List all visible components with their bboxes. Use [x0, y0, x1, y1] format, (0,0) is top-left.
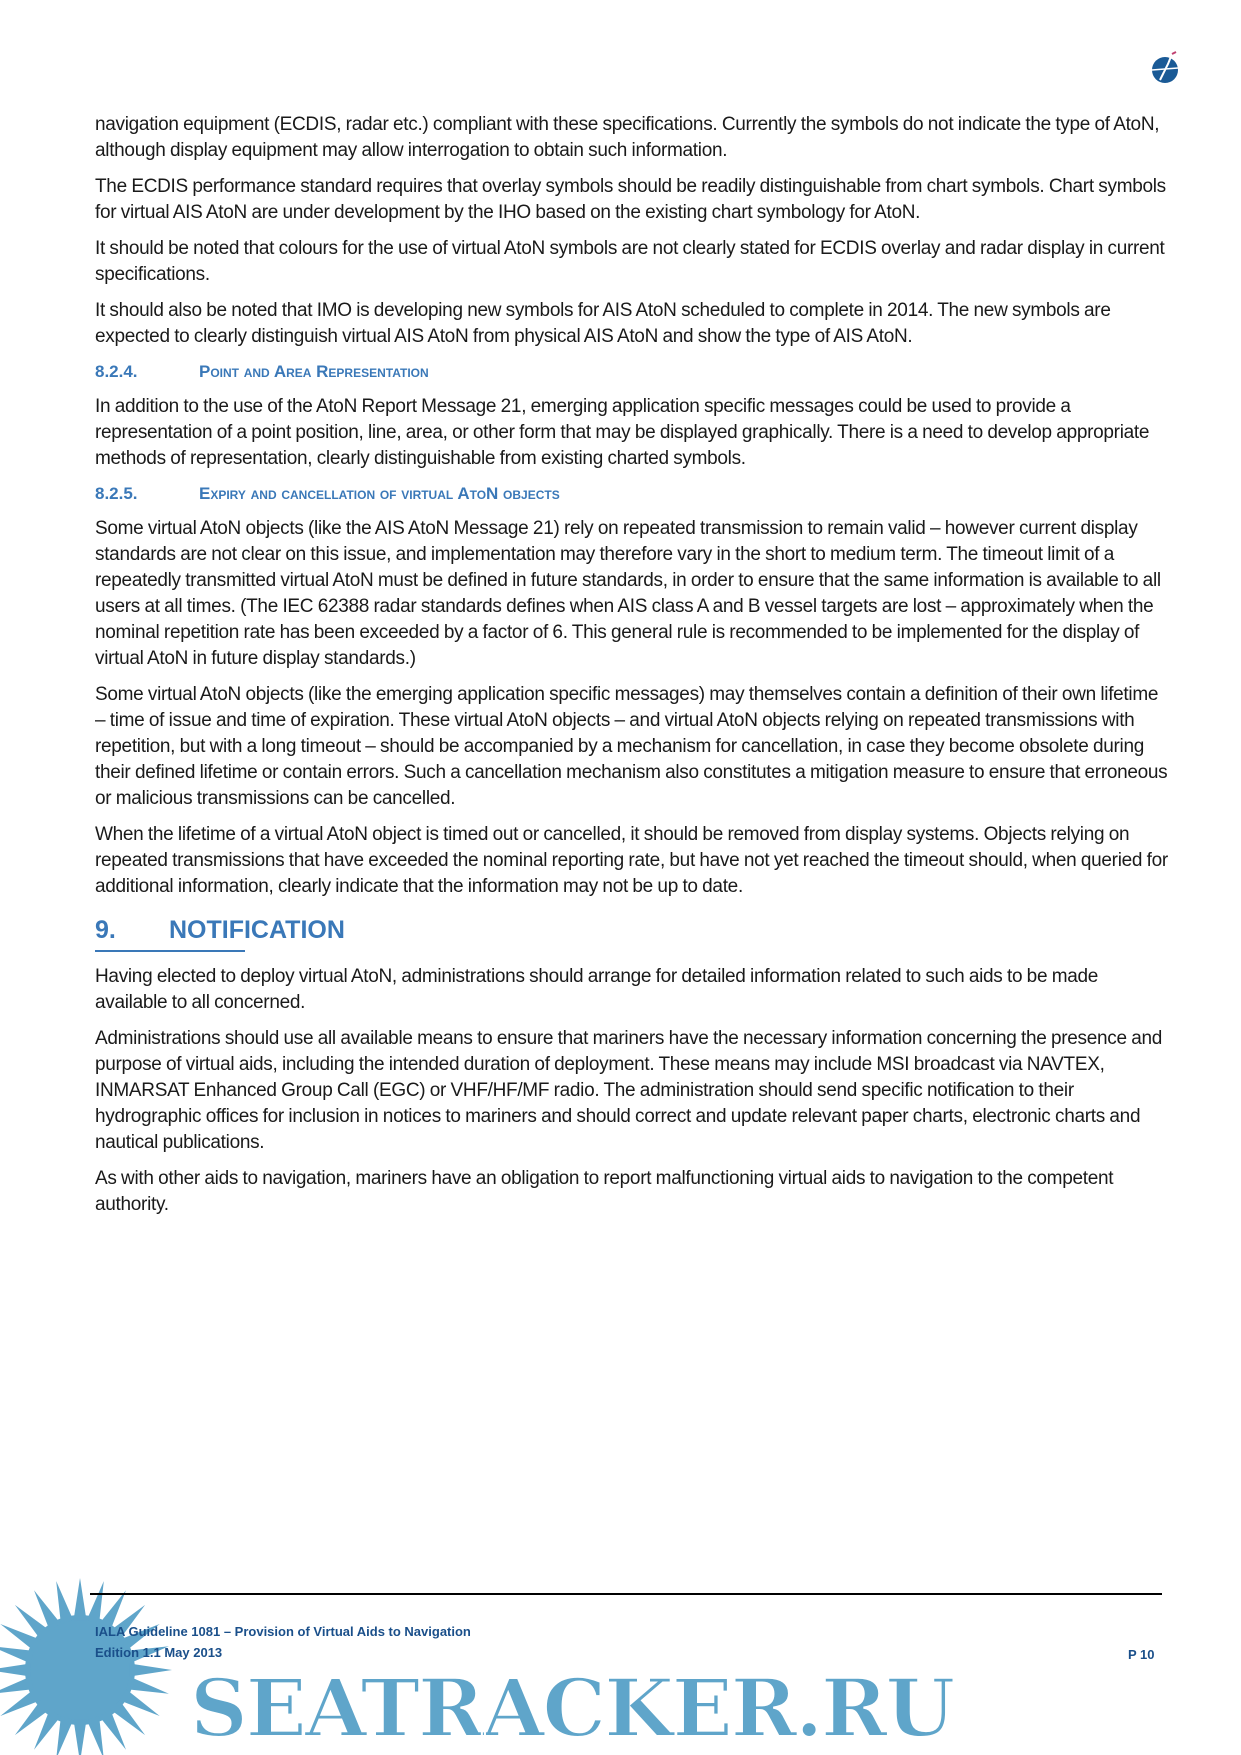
iala-logo-icon	[1150, 50, 1182, 86]
heading-underline	[95, 950, 245, 952]
sun-ray	[0, 1646, 34, 1663]
section-number: 9.	[95, 916, 116, 944]
paragraph: Some virtual AtoN objects (like the emerging application specific messages) may themselves contain a definition of their own lifetime – time of issue and time of expiration. These virtual AtoN objects – and virtual AtoN objects relying on repeated transmissions with repetition, but with a long timeout – should be accompanied by a mechanism for cancellation, in case they become obsolete during their defined lifetime or contain errors. Such a cancellation mechanism also constitutes a mitigation measure to ensure that erroneous or malicious transmissions can be cancelled.	[95, 684, 1168, 809]
watermark: SEATRACKER.RU	[190, 1661, 954, 1755]
section-number: 8.2.5.	[95, 484, 138, 503]
sun-ray	[0, 1677, 34, 1694]
section-title: Point and Area Representation	[199, 362, 429, 381]
footer-rule	[90, 1593, 1162, 1595]
paragraph: As with other aids to navigation, mariners have an obligation to report malfunctioning virtual aids to navigation to the competent authority.	[95, 1168, 1114, 1215]
sun-ray	[130, 1664, 172, 1677]
footer-edition: Edition 1.1 May 2013	[95, 1645, 223, 1660]
watermark-sun-icon	[0, 1570, 180, 1755]
section-number: 8.2.4.	[95, 362, 138, 381]
section-heading-8-2-5	[95, 482, 1170, 506]
paragraph: In addition to the use of the AtoN Report Message 21, emerging application specific messages could be used to provide a representation of a point position, line, area, or other form that may be displayed graphically. There is a need to develop appropriate methods of representation, clearly distinguishable from existing charted symbols.	[95, 396, 1150, 469]
section-title: NOTIFICATION	[169, 916, 345, 944]
paragraph: The ECDIS performance standard requires that overlay symbols should be readily distinguishable from chart symbols. Chart symbols for virtual AIS AtoN are under development by the IHO based on the existing chart symbology for AtoN.	[95, 176, 1166, 223]
section-title: Expiry and cancellation of virtual AtoN objects	[199, 484, 560, 503]
section-heading-8-2-4	[95, 360, 1170, 384]
paragraph: When the lifetime of a virtual AtoN object is timed out or cancelled, it should be removed from display systems. Objects relying on repeated transmissions that have exceeded the nominal reporting rate, but have not yet reached the timeout should, when queried for additional information, clearly indicate that the information may not be up to date.	[95, 824, 1168, 897]
sun-ray	[126, 1677, 169, 1694]
sun-ray	[56, 1716, 73, 1755]
sun-ray	[87, 1581, 104, 1624]
sun-ray	[74, 1720, 87, 1755]
paragraph: Some virtual AtoN objects (like the AIS AtoN Message 21) rely on repeated transmission to remain valid – however current display standards are not clear on this issue, and implementation may therefore vary in the short to medium term. The timeout limit of a repeatedly transmitted virtual AtoN must be defined in future standards, in order to ensure that the same information is available to all users at all times. (The IEC 62388 radar standards defines when AIS class A and B vessel targets are lost – approximately when the nominal repetition rate has been exceeded by a factor of 6. This general rule is recommended to be implemented for the display of virtual AtoN in future display standards.)	[95, 518, 1161, 669]
sun-ray	[74, 1578, 87, 1620]
paragraph: navigation equipment (ECDIS, radar etc.) compliant with these specifications. Currently the symbols do not indicate the type of AtoN, although display equipment may allow interrogation to obtain such information.	[95, 114, 1160, 161]
paragraph: It should also be noted that IMO is developing new symbols for AIS AtoN scheduled to complete in 2014. The new symbols are expected to clearly distinguish virtual AIS AtoN from physical AIS AtoN and show the type of AIS AtoN.	[95, 300, 1111, 347]
footer-title: IALA Guideline 1081 – Provision of Virtual Aids to Navigation	[95, 1624, 471, 1639]
page-number: P 10	[1128, 1647, 1155, 1662]
paragraph: Having elected to deploy virtual AtoN, administrations should arrange for detailed information related to such aids to be made available to all concerned.	[95, 966, 1099, 1013]
sun-ray	[0, 1664, 30, 1677]
paragraph: Administrations should use all available means to ensure that mariners have the necessary information concerning the presence and purpose of virtual aids, including the intended duration of deployment. These means may include MSI broadcast via NAVTEX, INMARSAT Enhanced Group Call (EGC) or VHF/HF/MF radio. The administration should send specific notification to their hydrographic offices for inclusion in notices to mariners and should correct and update relevant paper charts, electronic charts and nautical publications.	[95, 1028, 1163, 1153]
section-heading-9	[95, 914, 1170, 946]
paragraph: It should be noted that colours for the use of virtual AtoN symbols are not clearly stated for ECDIS overlay and radar display in current specifications.	[95, 238, 1165, 285]
document-body	[95, 112, 1170, 1228]
sun-ray	[56, 1581, 73, 1624]
sun-ray	[87, 1716, 104, 1755]
